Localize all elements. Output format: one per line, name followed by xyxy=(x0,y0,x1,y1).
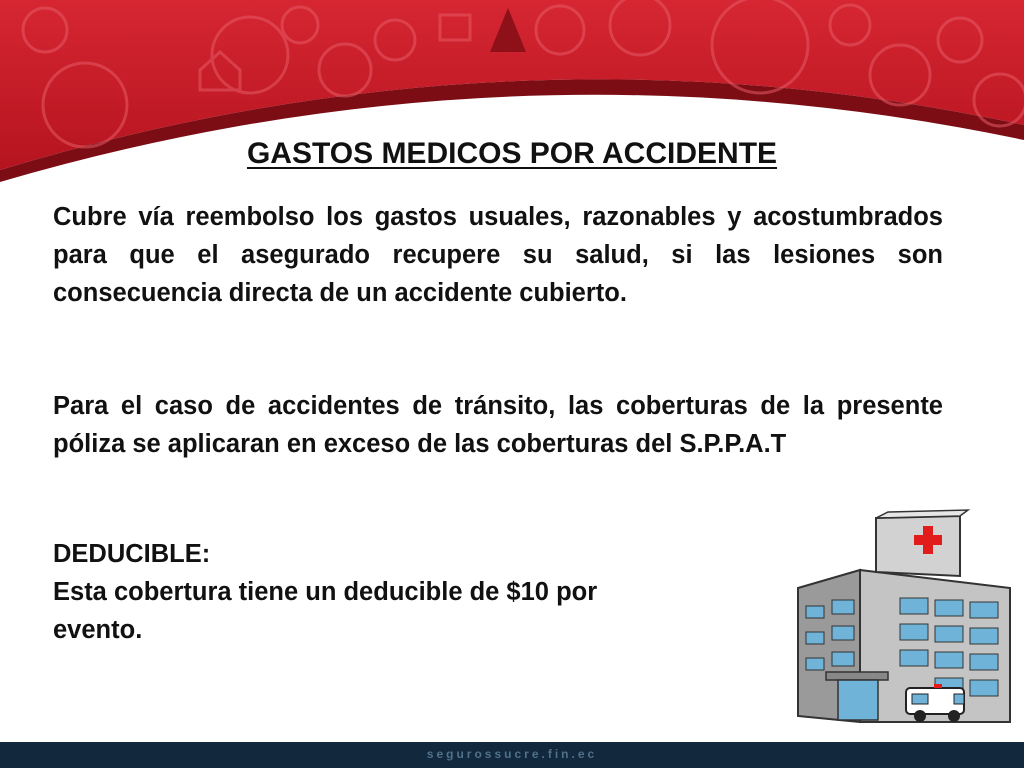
deductible-section xyxy=(53,535,753,649)
hospital-icon xyxy=(790,508,1018,730)
footer-bar xyxy=(0,742,1024,768)
deductible-line-2: evento. xyxy=(53,616,143,644)
slide-title: GASTOS MEDICOS POR ACCIDENTE xyxy=(246,137,778,170)
coverage-description: Cubre vía reembolso los gastos usuales, razonables y acostumbrados para que el asegurado recupere su salud, si las lesiones son consecuencia directa de un accidente cubierto. xyxy=(53,203,943,307)
deductible-line-1: Esta cobertura tiene un deducible de $10 por xyxy=(53,578,598,606)
deductible-heading: DEDUCIBLE: xyxy=(53,540,211,568)
footer-url: segurossucre.fin.ec xyxy=(426,747,598,761)
traffic-accident-note: Para el caso de accidentes de tránsito, las coberturas de la presente póliza se aplicaran en exceso de las coberturas del S.P.P.A.T xyxy=(53,392,943,458)
